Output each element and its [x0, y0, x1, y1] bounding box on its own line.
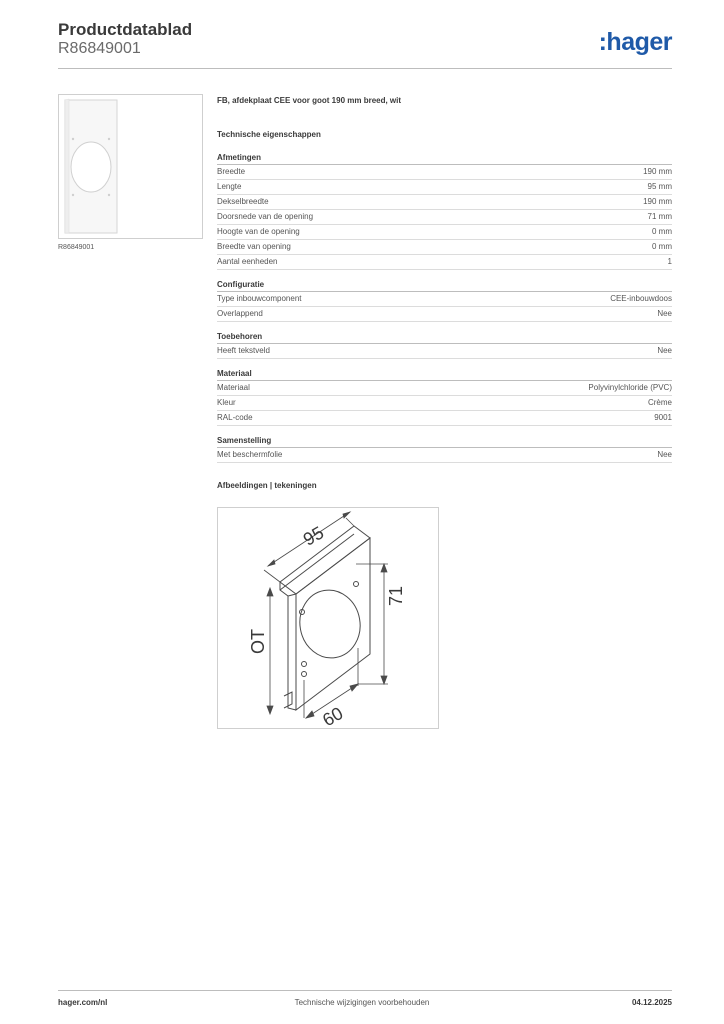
row-value: 190 mm: [643, 167, 672, 176]
header-divider: [58, 68, 672, 69]
row-value: Polyvinylchloride (PVC): [588, 383, 672, 392]
group-title: Configuratie: [217, 280, 672, 292]
product-details: [217, 96, 672, 504]
group-toebehoren: [217, 332, 672, 359]
row-label: Type inbouwcomponent: [217, 294, 302, 303]
thumbnail-caption: R86849001: [58, 244, 95, 251]
product-thumbnail: [58, 94, 203, 239]
row-value: 1: [667, 257, 672, 266]
group-configuratie: [217, 280, 672, 322]
footer-website-link[interactable]: hager.com/nl: [58, 998, 108, 1007]
dim-bottom-label: 60: [319, 703, 347, 728]
row-value: Nee: [657, 450, 672, 459]
row-value: Nee: [657, 309, 672, 318]
table-row: [217, 180, 672, 195]
row-label: Kleur: [217, 398, 236, 407]
row-label: Materiaal: [217, 383, 250, 392]
group-materiaal: [217, 369, 672, 426]
group-title: Afmetingen: [217, 153, 672, 165]
row-value: 0 mm: [652, 227, 672, 236]
dim-top-label: 95: [299, 522, 328, 550]
row-value: Crème: [647, 398, 672, 407]
group-samenstelling: [217, 436, 672, 463]
section-title: Technische eigenschappen: [217, 130, 321, 139]
table-row: [217, 225, 672, 240]
table-row: [217, 240, 672, 255]
table-row: [217, 210, 672, 225]
dimension-drawing: [218, 508, 438, 728]
row-label: Breedte: [217, 167, 246, 176]
table-row: [217, 381, 672, 396]
group-title: Samenstelling: [217, 436, 672, 448]
cover-plate-image: [59, 95, 202, 238]
group-afmetingen: [217, 153, 672, 270]
row-label: Hoogte van de opening: [217, 227, 300, 236]
dim-right-label: 71: [386, 585, 406, 606]
product-title: FB, afdekplaat CEE voor goot 190 mm breed, wit: [217, 96, 402, 105]
footer-divider: [58, 990, 672, 991]
row-value: Nee: [657, 346, 672, 355]
row-label: RAL-code: [217, 413, 253, 422]
table-row: [217, 344, 672, 359]
row-value: 71 mm: [647, 212, 672, 221]
table-row: [217, 411, 672, 426]
row-label: Doorsnede van de opening: [217, 212, 314, 221]
row-label: Aantal eenheden: [217, 257, 278, 266]
table-row: [217, 255, 672, 270]
table-row: [217, 307, 672, 322]
row-label: Heeft tekstveld: [217, 346, 270, 355]
row-label: Lengte: [217, 182, 242, 191]
table-row: [217, 448, 672, 463]
row-label: Met beschermfolie: [217, 450, 283, 459]
row-value: CEE-inbouwdoos: [610, 294, 672, 303]
row-value: 95 mm: [647, 182, 672, 191]
table-row: [217, 165, 672, 180]
product-code: R86849001: [58, 40, 141, 57]
dim-left-label: OT: [248, 629, 268, 654]
footer-disclaimer: Technische wijzigingen voorbehouden: [294, 998, 430, 1007]
table-row: [217, 195, 672, 210]
table-row: [217, 396, 672, 411]
row-label: Breedte van opening: [217, 242, 291, 251]
row-label: Dekselbreedte: [217, 197, 269, 206]
row-value: 9001: [654, 413, 672, 422]
row-label: Overlappend: [217, 309, 263, 318]
drawings-title: Afbeeldingen | tekeningen: [217, 481, 317, 490]
page-title: Productdatablad: [58, 20, 193, 39]
row-value: 0 mm: [652, 242, 672, 251]
hager-logo: :hager: [598, 28, 672, 56]
table-row: [217, 292, 672, 307]
footer-date: 04.12.2025: [631, 998, 672, 1007]
technical-drawing: [217, 507, 439, 729]
row-value: 190 mm: [643, 197, 672, 206]
group-title: Materiaal: [217, 369, 672, 381]
group-title: Toebehoren: [217, 332, 672, 344]
